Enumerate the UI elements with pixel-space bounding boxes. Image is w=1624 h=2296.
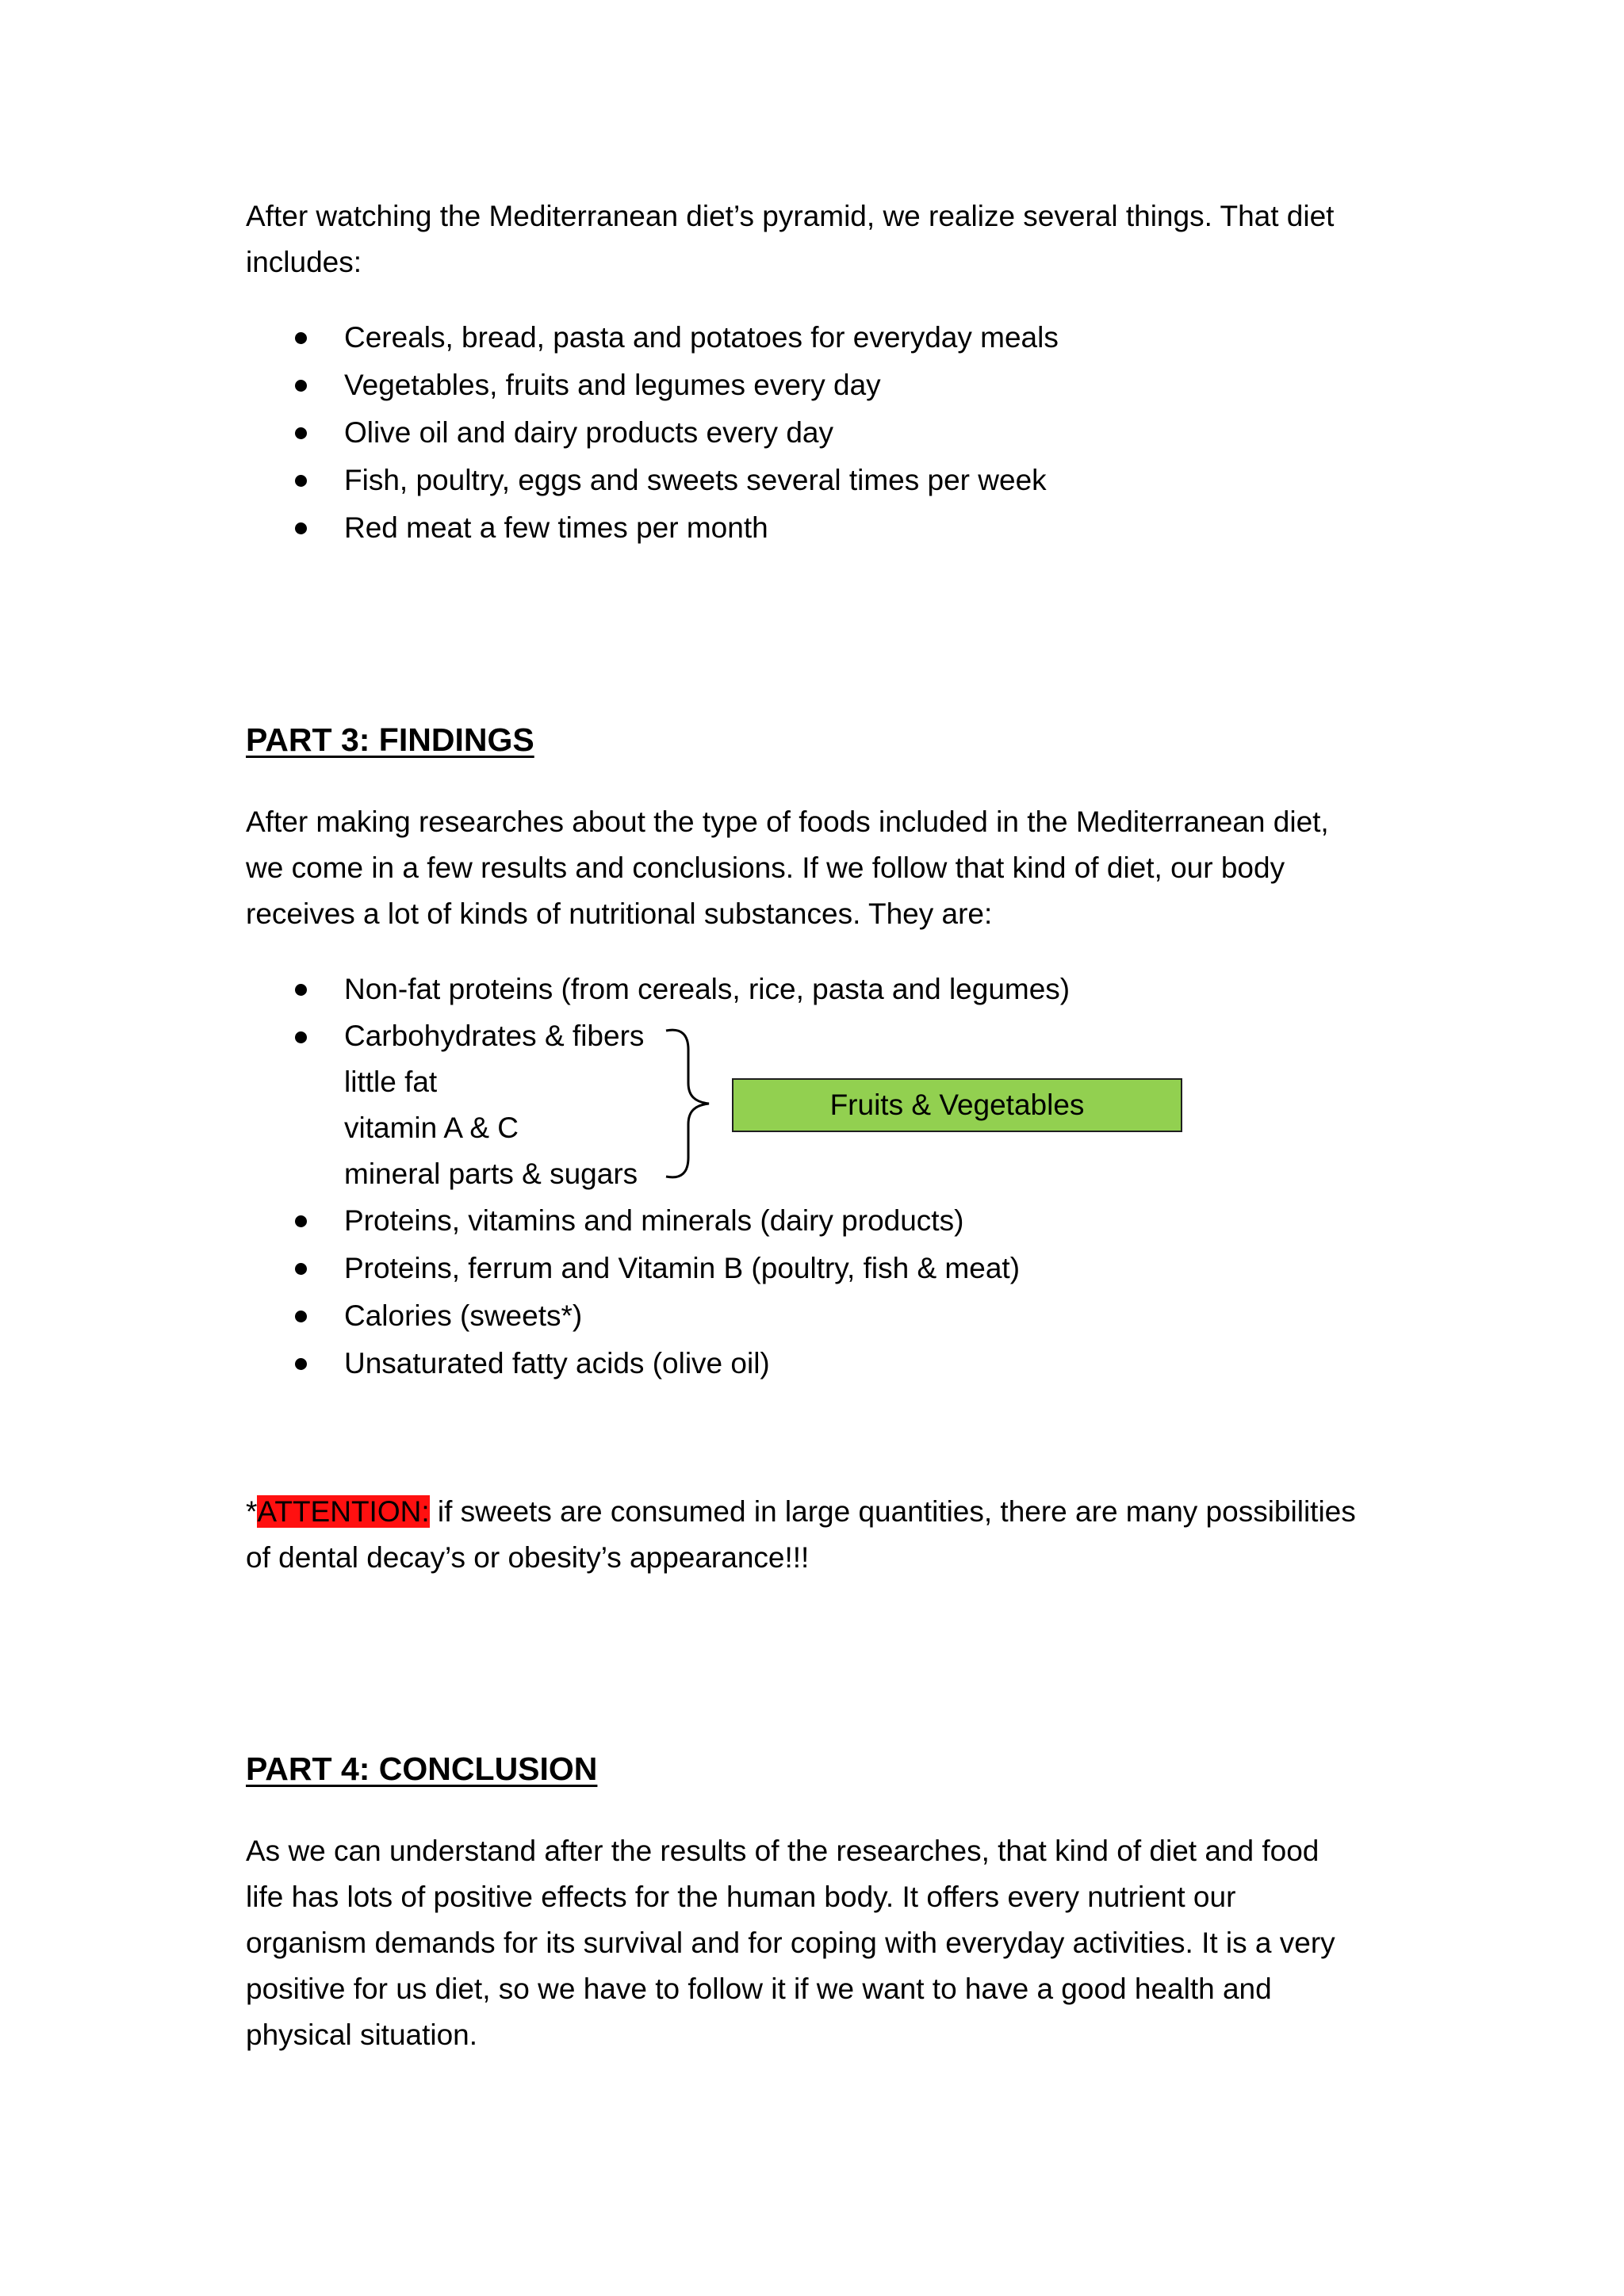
list-item: Non-fat proteins (from cereals, rice, pasta and legumes)	[246, 966, 1070, 1013]
part4-line-5: physical situation.	[246, 2019, 478, 2051]
list-sub-item: mineral parts & sugars	[344, 1158, 638, 1190]
findings-list	[246, 966, 1070, 1387]
diet-items-list	[246, 314, 1059, 552]
part3-line-3: receives a lot of kinds of nutritional substances. They are:	[246, 897, 993, 930]
list-sub-item: little fat	[344, 1066, 438, 1098]
list-item: Red meat a few times per month	[246, 504, 1059, 552]
list-sub-item: vitamin A & C	[344, 1112, 519, 1144]
part4-heading: PART 4: CONCLUSION	[246, 1751, 598, 1787]
part3-heading: PART 3: FINDINGS	[246, 721, 534, 758]
list-item: Cereals, bread, pasta and potatoes for everyday meals	[246, 314, 1059, 362]
part4-line-3: organism demands for its survival and for coping with everyday activities. It is a very	[246, 1927, 1335, 1959]
list-item: Proteins, vitamins and minerals (dairy products)	[246, 1197, 1070, 1245]
fruits-vegetables-box: Fruits & Vegetables	[732, 1078, 1182, 1132]
list-item: Calories (sweets*)	[246, 1292, 1070, 1340]
attention-asterisk: *	[246, 1495, 258, 1528]
attention-label: ATTENTION:	[257, 1495, 430, 1528]
list-item: Olive oil and dairy products every day	[246, 409, 1059, 457]
list-item: Proteins, ferrum and Vitamin B (poultry, fish & meat)	[246, 1245, 1070, 1292]
part3-line-2: we come in a few results and conclusions. If we follow that kind of diet, our body	[246, 851, 1285, 884]
part4-line-4: positive for us diet, so we have to follow it if we want to have a good health and	[246, 1973, 1272, 2005]
attention-text: if sweets are consumed in large quantities, there are many possibilities	[429, 1495, 1356, 1528]
intro-line-1: After watching the Mediterranean diet’s pyramid, we realize several things. That diet	[246, 200, 1335, 232]
attention-line-2: of dental decay’s or obesity’s appearance!!!	[246, 1541, 810, 1574]
list-item: Unsaturated fatty acids (olive oil)	[246, 1340, 1070, 1387]
part4-line-2: life has lots of positive effects for the human body. It offers every nutrient our	[246, 1881, 1236, 1913]
part4-line-1: As we can understand after the results of the researches, that kind of diet and food	[246, 1835, 1320, 1867]
list-item: Carbohydrates & fibers	[246, 1013, 1070, 1059]
list-item: Vegetables, fruits and legumes every day	[246, 362, 1059, 409]
curly-brace-icon	[665, 1026, 720, 1181]
intro-line-2: includes:	[246, 246, 362, 278]
attention-line-1	[246, 1489, 1356, 1535]
list-item: Fish, poultry, eggs and sweets several times per week	[246, 457, 1059, 504]
part3-line-1: After making researches about the type of foods included in the Mediterranean diet,	[246, 806, 1329, 838]
